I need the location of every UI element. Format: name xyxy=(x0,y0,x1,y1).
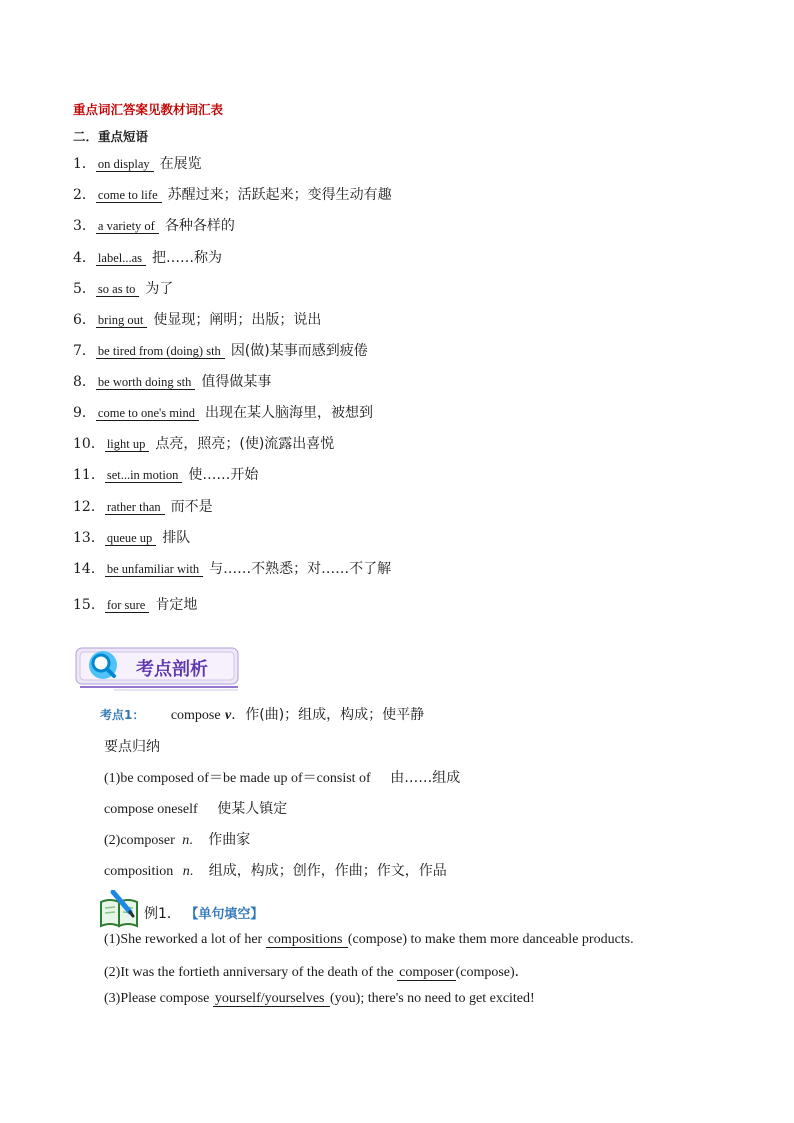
example-text-before: (3)Please compose xyxy=(104,991,213,1006)
phrase-row xyxy=(73,403,373,423)
summary-line-4: composition n. 组成，构成；创作，作曲；作文，作品 xyxy=(104,863,447,879)
example-text-before: (2)It was the fortieth anniversary of the death of the xyxy=(104,965,398,980)
phrase-answer: queue up xyxy=(105,531,156,546)
phrase-answer: be tired from (doing) sth xyxy=(96,344,225,359)
example-text-after: (you); there's no need to get excited! xyxy=(330,991,535,1006)
summary-line-2-en: compose oneself xyxy=(104,802,198,817)
red-title: 重点词汇答案见教材词汇表 xyxy=(73,102,224,117)
phrase-meaning: 肯定地 xyxy=(155,597,198,613)
kaodian-pos: v xyxy=(225,708,232,723)
example-item xyxy=(104,991,535,1007)
phrase-number: 6． xyxy=(73,312,96,328)
example-text-after: (compose) to make them more danceable products. xyxy=(347,932,634,947)
phrase-row xyxy=(73,559,391,579)
phrase-answer: set...in motion xyxy=(105,468,183,483)
phrase-number: 5． xyxy=(73,281,96,297)
phrase-answer: a variety of xyxy=(96,219,159,234)
summary-line-1 xyxy=(104,767,460,787)
phrase-number: 1． xyxy=(73,156,96,172)
phrase-number: 15． xyxy=(73,597,105,613)
phrase-answer: light up xyxy=(105,437,150,452)
phrase-row xyxy=(73,279,173,299)
kaodian-meaning: ．作(曲)；组成，构成；使平静 xyxy=(231,707,425,723)
phrase-number: 12． xyxy=(73,499,105,515)
kaodian-label: 考点1： xyxy=(100,708,145,722)
book-pen-icon xyxy=(98,890,142,930)
phrase-meaning: 使显现；阐明；出版；说出 xyxy=(153,312,322,328)
phrase-number: 9． xyxy=(73,405,96,421)
phrase-meaning: 出现在某人脑海里，被想到 xyxy=(204,405,373,421)
phrase-meaning: 值得做某事 xyxy=(201,374,272,390)
phrase-answer: bring out xyxy=(96,313,147,328)
example-text-after: (compose)． xyxy=(455,965,529,980)
phrase-meaning: 为了 xyxy=(145,281,174,297)
phrase-number: 8． xyxy=(73,374,96,390)
phrase-row xyxy=(73,528,190,548)
phrase-row xyxy=(73,310,321,330)
phrase-number: 11． xyxy=(73,467,105,483)
kaodian-banner xyxy=(74,640,240,692)
summary-line-1-en: (1)be composed of＝be made up of＝consist of xyxy=(104,771,371,786)
phrase-meaning: 点亮，照亮；(使)流露出喜悦 xyxy=(155,436,335,452)
summary-line-3-en: (2)composer xyxy=(104,833,175,848)
phrase-answer: rather than xyxy=(105,500,165,515)
example-answer: composer xyxy=(399,965,454,980)
phrase-row xyxy=(73,434,334,454)
phrase-answer: label...as xyxy=(96,251,146,266)
phrase-number: 4． xyxy=(73,250,96,266)
example-answer: compositions xyxy=(267,932,346,947)
phrase-meaning: 使……开始 xyxy=(188,467,259,483)
phrase-answer: come to life xyxy=(96,188,162,203)
summary-line-3-cn: 作曲家 xyxy=(208,832,251,848)
phrase-row xyxy=(73,497,213,517)
summary-line-2-cn: 使某人镇定 xyxy=(217,801,288,817)
summary-line-2 xyxy=(104,798,287,818)
magnifier-icon xyxy=(89,651,117,679)
phrase-row xyxy=(73,185,392,205)
phrase-row xyxy=(73,465,258,485)
phrase-meaning: 苏醒过来；活跃起来；变得生动有趣 xyxy=(167,187,392,203)
phrase-answer: be unfamiliar with xyxy=(105,562,203,577)
summary-line-4-cn: 组成，构成；创作，作曲；作文，作品 xyxy=(208,863,447,879)
phrase-answer: so as to xyxy=(96,282,140,297)
phrase-number: 10． xyxy=(73,436,105,452)
summary-line-3: (2)composer n. 作曲家 xyxy=(104,832,251,848)
example-type: 【单句填空】 xyxy=(185,907,264,922)
phrase-number: 7． xyxy=(73,343,96,359)
phrase-answer: on display xyxy=(96,157,154,172)
kaodian-line xyxy=(100,704,424,724)
banner-title: 考点剖析 xyxy=(136,659,208,680)
phrase-number: 14． xyxy=(73,561,105,577)
phrase-answer: be worth doing sth xyxy=(96,375,195,390)
phrase-row xyxy=(73,216,235,236)
phrase-answer: for sure xyxy=(105,598,150,613)
phrase-row xyxy=(73,248,222,268)
phrase-row xyxy=(73,154,202,174)
phrase-row xyxy=(73,595,197,615)
summary-line-3-pos: n xyxy=(182,833,190,848)
phrase-meaning: 因(做)某事而感到疲倦 xyxy=(230,343,368,359)
phrase-number: 3． xyxy=(73,218,96,234)
example-text-before: (1)She reworked a lot of her xyxy=(104,932,266,947)
example-label xyxy=(144,903,263,923)
example-item xyxy=(104,961,529,981)
example-answer: yourself/yourselves xyxy=(214,991,329,1006)
summary-heading: 要点归纳 xyxy=(104,739,160,755)
phrase-meaning: 与……不熟悉；对……不了解 xyxy=(209,561,392,577)
phrase-answer: come to one's mind xyxy=(96,406,199,421)
summary-line-4-en: composition xyxy=(104,864,174,879)
phrase-row xyxy=(73,341,368,361)
phrase-meaning: 而不是 xyxy=(170,499,213,515)
section-title: 二．重点短语 xyxy=(73,129,149,144)
phrase-meaning: 排队 xyxy=(162,530,191,546)
phrase-row xyxy=(73,372,271,392)
phrase-meaning: 在展览 xyxy=(159,156,202,172)
phrase-number: 13． xyxy=(73,530,105,546)
phrase-meaning: 各种各样的 xyxy=(164,218,235,234)
example-item xyxy=(104,932,634,948)
example-number: 例1． xyxy=(144,906,181,922)
phrase-number: 2． xyxy=(73,187,96,203)
summary-line-4-pos: n xyxy=(182,864,190,879)
kaodian-word: compose xyxy=(170,708,221,723)
summary-line-1-cn: 由……组成 xyxy=(390,770,461,786)
phrase-meaning: 把……称为 xyxy=(152,250,223,266)
